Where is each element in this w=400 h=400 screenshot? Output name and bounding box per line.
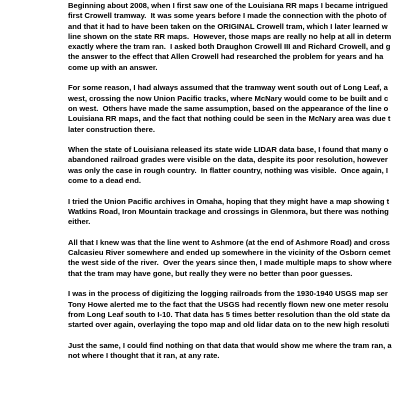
text-line: on west. Others have made the same assumption, based on the appearance of the line o xyxy=(68,103,389,113)
text-line: Louisiana RR maps, and the fact that nothing could be seen in the McNary area was due t xyxy=(68,114,391,124)
paragraph xyxy=(68,197,400,228)
text-line: Beginning about 2008, when I first saw one of the Louisiana RR maps I became intrigued xyxy=(68,1,388,10)
text-line: and that it had to have been taken on the ORIGINAL Crowell tram, which I later learned w xyxy=(68,21,388,31)
document-body xyxy=(68,1,400,372)
text-line: was only the case in rough country. In flatter country, nothing was visible. Once again, I xyxy=(68,165,388,175)
text-line: west, crossing the now Union Pacific tracks, where McNary would come to be built and c xyxy=(68,93,389,103)
text-line: I tried the Union Pacific archives in Omaha, hoping that they might have a map showing t xyxy=(68,196,390,206)
paragraph xyxy=(68,1,400,73)
paragraph xyxy=(68,145,400,186)
text-line: exactly where the tram ran. I asked both Draughon Crowell III and Richard Crowell, and g xyxy=(68,42,391,52)
text-line: first Crowell tramway. It was some years before I made the connection with the photo of xyxy=(68,11,387,21)
text-line: started over again, overlaying the topo map and old lidar data on to the new high resoluti xyxy=(68,320,390,330)
text-line: that the tram may have gone, but really they were no better than poor guesses. xyxy=(68,268,353,278)
text-line: Just the same, I could find nothing on that data that would show me where the tram ran, a xyxy=(68,340,392,350)
text-line: come up with an answer. xyxy=(68,62,158,72)
text-line: abandoned railroad grades were visible on the data, despite its poor resolution, however xyxy=(68,155,388,165)
text-line: Watkins Road, Iron Mountain trackage and crossings in Glenmora, but there was nothing xyxy=(68,206,389,216)
text-line: I was in the process of digitizing the logging railroads from the 1930-1940 USGS map ser xyxy=(68,289,388,299)
text-line: either. xyxy=(68,217,91,227)
text-line: the answer to the effect that Allen Crowell had researched the problem for years and ha xyxy=(68,52,384,62)
paragraph xyxy=(68,289,400,330)
text-line: later construction there. xyxy=(68,124,155,134)
text-line: not where I thought that it ran, at any rate. xyxy=(68,351,220,361)
text-line: For some reason, I had always assumed that the tramway went south out of Long Leaf, a xyxy=(68,83,388,93)
text-line: All that I knew was that the line went to Ashmore (at the end of Ashmore Road) and cross xyxy=(68,237,390,247)
paragraph xyxy=(68,341,400,362)
text-line: Tony Howe alerted me to the fact that the USGS had recently flown new one meter resolu xyxy=(68,299,389,309)
text-line: When the state of Louisiana released its state wide LIDAR data base, I found that many o xyxy=(68,145,389,155)
paragraph xyxy=(68,238,400,279)
text-line: the west side of the river. Over the years since then, I made multiple maps to show where xyxy=(68,258,392,268)
text-line: come to a dead end. xyxy=(68,176,142,186)
text-line: line shown on the state RR maps. However, those maps are really no help at all in determ xyxy=(68,31,392,41)
text-line: from Long Leaf south to I-10. That data has 5 times better resolution than the old state da xyxy=(68,309,390,319)
paragraph xyxy=(68,83,400,134)
text-line: Calcasieu River somewhere and ended up somewhere in the vicinity of the Osborn cemet xyxy=(68,248,391,258)
